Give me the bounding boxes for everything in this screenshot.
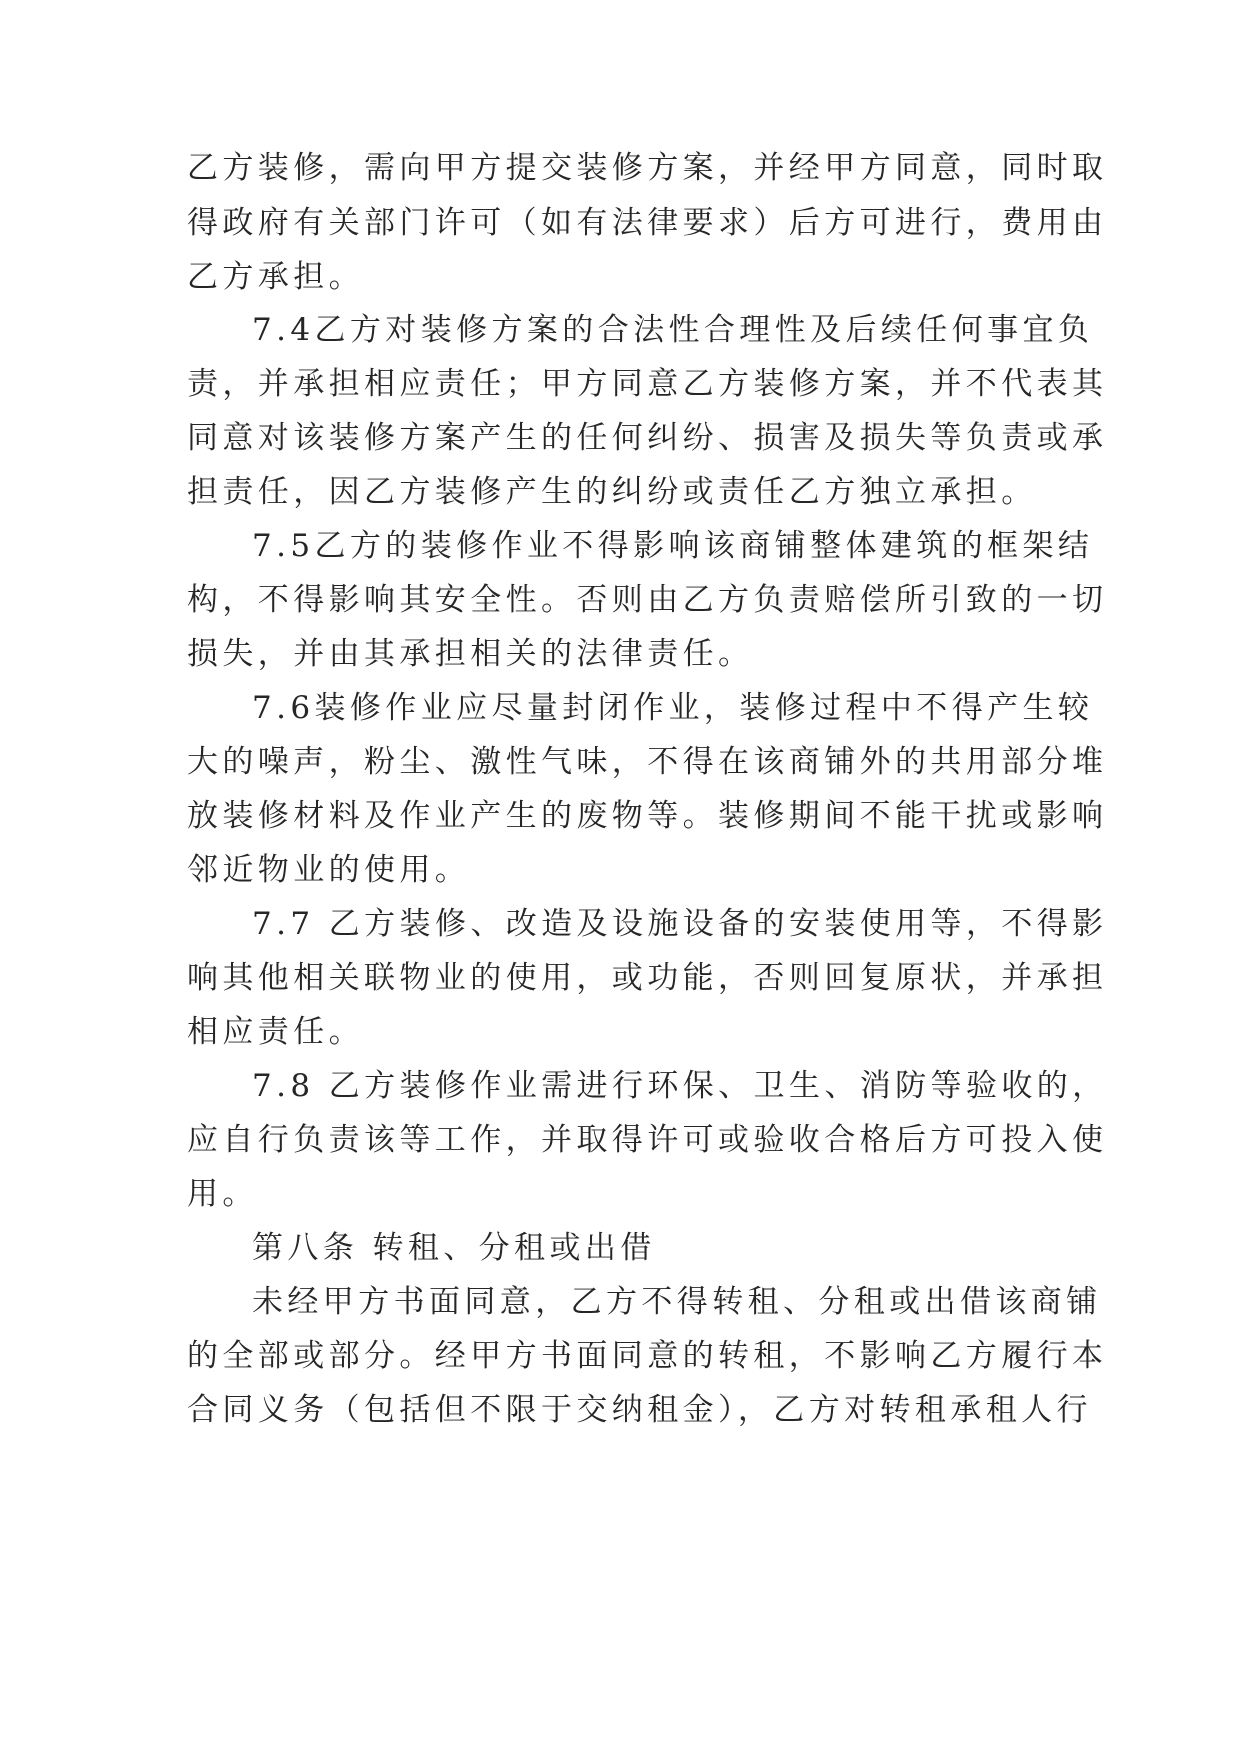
text-line: 合同义务（包括但不限于交纳租金），乙方对转租承租人行 [187, 1392, 1092, 1428]
text-line: 的全部或部分。经甲方书面同意的转租，不影响乙方履行本 [187, 1338, 1108, 1374]
text-line: 责，并承担相应责任；甲方同意乙方装修方案，并不代表其 [187, 366, 1108, 402]
text-line: 乙方装修，需向甲方提交装修方案，并经甲方同意，同时取 [187, 150, 1108, 186]
clause-7-8: 7.8 乙方装修作业需进行环保、卫生、消防等验收的， [252, 1068, 1108, 1104]
text-line: 乙方承担。 [187, 259, 364, 295]
clause-7-7: 7.7 乙方装修、改造及设施设备的安装使用等，不得影 [252, 906, 1108, 942]
article-8-paragraph: 未经甲方书面同意，乙方不得转租、分租或出借该商铺 [252, 1284, 1102, 1320]
text-line: 邻近物业的使用。 [187, 852, 471, 888]
text-line: 应自行负责该等工作，并取得许可或验收合格后方可投入使 [187, 1122, 1108, 1158]
text-line: 得政府有关部门许可（如有法律要求）后方可进行，费用由 [187, 205, 1108, 241]
text-line: 响其他相关联物业的使用，或功能，否则回复原状，并承担 [187, 960, 1108, 996]
text-line: 构，不得影响其安全性。否则由乙方负责赔偿所引致的一切 [187, 582, 1108, 618]
text-line: 用。 [187, 1176, 258, 1212]
text-line: 担责任，因乙方装修产生的纠纷或责任乙方独立承担。 [187, 474, 1037, 510]
clause-7-5: 7.5乙方的装修作业不得影响该商铺整体建筑的框架结 [252, 528, 1094, 564]
text-line: 相应责任。 [187, 1014, 364, 1050]
text-line: 大的噪声，粉尘、激性气味，不得在该商铺外的共用部分堆 [187, 744, 1108, 780]
text-line: 放装修材料及作业产生的废物等。装修期间不能干扰或影响 [187, 798, 1108, 834]
article-8-heading: 第八条 转租、分租或出借 [252, 1230, 656, 1266]
clause-7-6: 7.6装修作业应尽量封闭作业，装修过程中不得产生较 [252, 690, 1094, 726]
text-line: 损失，并由其承担相关的法律责任。 [187, 636, 754, 672]
clause-7-4: 7.4乙方对装修方案的合法性合理性及后续任何事宜负 [252, 312, 1094, 348]
text-line: 同意对该装修方案产生的任何纠纷、损害及损失等负责或承 [187, 420, 1108, 456]
